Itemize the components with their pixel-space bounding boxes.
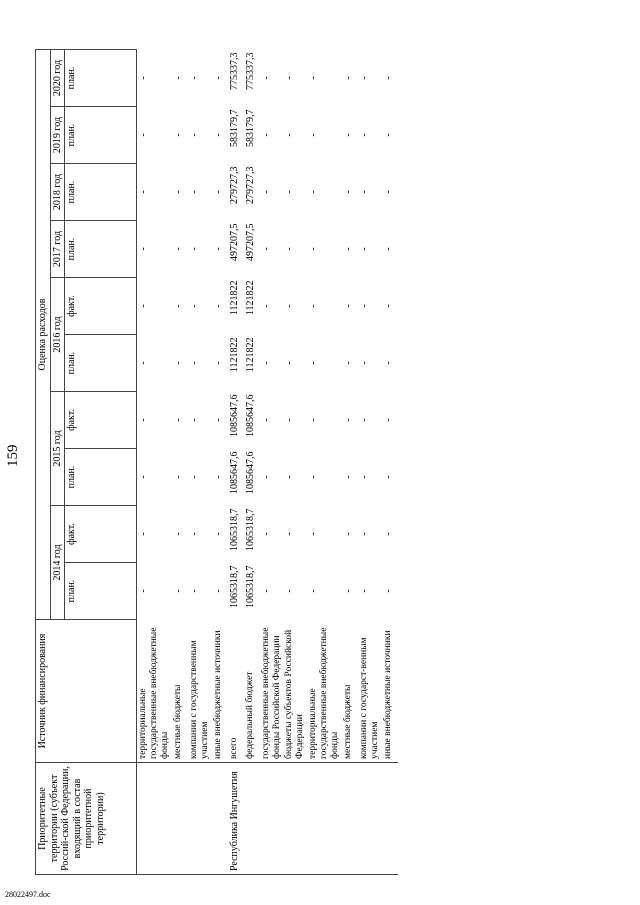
value-cell: - [137,247,149,251]
value-cell: - [343,304,355,308]
value-cell: - [137,133,149,137]
source-cell: иные внебюджетные источники [382,620,398,763]
value-cell: - [172,589,184,593]
value-cell: - [188,361,200,365]
header-plan: план. [65,563,137,620]
value-cell: 497207,5 [244,223,256,261]
value-cell: - [343,190,355,194]
value-cell: - [359,247,371,251]
value-cell: - [359,304,371,308]
value-cell: - [212,190,224,194]
table-header [36,50,137,875]
source-cell: иные внебюджетные источники [212,620,228,763]
table-row [307,50,342,875]
header-year: 2020 год [50,50,65,107]
value-cell: - [188,589,200,593]
value-cell: - [188,247,200,251]
region-cell [212,763,228,875]
header-year: 2019 год [50,107,65,164]
value-cell: - [284,361,296,365]
value-cell: - [343,589,355,593]
value-cell: - [260,475,272,479]
region-cell [260,763,284,875]
value-cell: - [343,133,355,137]
value-cell: - [308,76,320,80]
value-cell: - [359,190,371,194]
value-cell: - [212,475,224,479]
source-cell: местные бюджеты [342,620,358,763]
value-cell: - [137,304,149,308]
value-cell: 279727,3 [228,166,240,204]
value-cell: - [188,76,200,80]
value-cell: - [212,361,224,365]
value-cell: - [343,76,355,80]
value-cell: 1121822 [244,337,256,373]
region-cell [307,763,342,875]
header-estimate: Оценка расходов [36,50,51,620]
value-cell: - [359,76,371,80]
value-cell: - [343,361,355,365]
value-cell: - [343,247,355,251]
value-cell: 1085647,6 [228,451,240,494]
value-cell: 1121822 [244,280,256,316]
value-cell: - [308,532,320,536]
table-row [137,50,172,875]
value-cell: 583179,7 [228,109,240,147]
value-cell: - [212,76,224,80]
region-cell [283,763,307,875]
header-fact: факт. [65,506,137,563]
value-cell: - [137,418,149,422]
source-cell: федеральный бюджет [244,620,260,763]
value-cell: - [260,76,272,80]
value-cell: - [284,589,296,593]
value-cell: - [382,247,394,251]
region-cell [342,763,358,875]
footer-filename: 28022497.doc [5,890,51,899]
header-plan: план. [65,107,137,164]
value-cell: - [359,133,371,137]
region-cell [244,763,260,875]
value-cell: - [188,190,200,194]
value-cell: 1085647,6 [244,394,256,437]
value-cell: - [284,304,296,308]
table-row [188,50,212,875]
value-cell: - [308,475,320,479]
value-cell: 1085647,6 [228,394,240,437]
table-row [260,50,284,875]
header-plan: план. [65,50,137,107]
value-cell: - [308,589,320,593]
value-cell: - [260,190,272,194]
header-source: Источник финансирования [36,620,137,763]
value-cell: - [212,304,224,308]
value-cell: 1121822 [228,280,240,316]
value-cell: - [172,418,184,422]
value-cell: - [308,304,320,308]
value-cell: - [172,247,184,251]
value-cell: - [359,418,371,422]
value-cell: - [212,532,224,536]
header-plan: план. [65,221,137,278]
value-cell: - [382,190,394,194]
source-cell: компании с государственным участием [188,620,212,763]
value-cell: - [382,361,394,365]
header-year: 2014 год [50,506,65,620]
value-cell: - [284,76,296,80]
value-cell: - [308,133,320,137]
value-cell: - [308,361,320,365]
value-cell: - [260,304,272,308]
table-row [244,50,260,875]
value-cell: - [188,475,200,479]
value-cell: - [343,475,355,479]
value-cell: - [284,247,296,251]
value-cell: - [137,532,149,536]
value-cell: - [137,361,149,365]
value-cell: - [382,532,394,536]
value-cell: 775337,3 [244,52,256,90]
source-cell: территориальные государственные внебюджетные фонды [137,620,172,763]
value-cell: - [137,475,149,479]
value-cell: - [188,532,200,536]
value-cell: - [260,532,272,536]
value-cell: - [172,190,184,194]
value-cell: 1065318,7 [228,565,240,608]
table-row [228,50,244,875]
value-cell: - [260,361,272,365]
value-cell: - [188,304,200,308]
value-cell: - [212,589,224,593]
header-plan: план. [65,449,137,506]
region-cell: Республика Ингушетия [228,763,244,875]
table-row [283,50,307,875]
table-row [358,50,382,875]
page-number: 159 [5,444,21,467]
value-cell: - [284,418,296,422]
value-cell: - [260,133,272,137]
source-cell: территориальные государственные внебюджетные фонды [307,620,342,763]
value-cell: - [382,418,394,422]
table-row [382,50,398,875]
value-cell: - [359,589,371,593]
value-cell: - [188,418,200,422]
value-cell: - [188,133,200,137]
value-cell: - [382,589,394,593]
value-cell: 1065318,7 [244,565,256,608]
region-cell [188,763,212,875]
table-row [212,50,228,875]
value-cell: - [212,133,224,137]
header-year: 2018 год [50,164,65,221]
value-cell: 497207,5 [228,223,240,261]
value-cell: - [284,190,296,194]
source-cell: государственные внебюджетные фонды Российской Федерации [260,620,284,763]
value-cell: - [359,361,371,365]
value-cell: - [260,418,272,422]
value-cell: 1065318,7 [228,508,240,551]
expenses-table [35,49,398,875]
value-cell: - [308,247,320,251]
source-cell: бюджеты субъектов Российской Федерации [283,620,307,763]
header-plan: план. [65,164,137,221]
region-cell [172,763,188,875]
value-cell: - [382,76,394,80]
value-cell: - [260,247,272,251]
value-cell: - [172,475,184,479]
value-cell: - [260,589,272,593]
value-cell: 583179,7 [244,109,256,147]
source-cell: компании с государст-венным участием [358,620,382,763]
value-cell: - [308,418,320,422]
region-cell [358,763,382,875]
value-cell: - [308,190,320,194]
value-cell: - [382,304,394,308]
table-row [172,50,188,875]
header-year: 2017 год [50,221,65,278]
value-cell: - [343,532,355,536]
value-cell: - [212,418,224,422]
value-cell: 775337,3 [228,52,240,90]
header-year: 2016 год [50,278,65,392]
value-cell: - [137,589,149,593]
header-fact: факт. [65,392,137,449]
value-cell: 279727,3 [244,166,256,204]
value-cell: - [137,190,149,194]
value-cell: - [284,133,296,137]
value-cell: 1121822 [228,337,240,373]
header-year: 2015 год [50,392,65,506]
table-row [342,50,358,875]
header-territory: Приоритетные территории (субъект Россий-ской Федерации, входящий в состав приоритетной территории) [36,763,137,875]
header-fact: факт. [65,278,137,335]
value-cell: 1065318,7 [244,508,256,551]
value-cell: - [382,475,394,479]
value-cell: - [284,475,296,479]
value-cell: - [172,532,184,536]
value-cell: - [343,418,355,422]
value-cell: - [284,532,296,536]
value-cell: - [172,133,184,137]
table-body [137,50,398,875]
value-cell: - [172,76,184,80]
header-plan: план. [65,335,137,392]
value-cell: - [359,475,371,479]
value-cell: - [172,361,184,365]
value-cell: - [137,76,149,80]
value-cell: 1085647,6 [244,451,256,494]
source-cell: всего [228,620,244,763]
value-cell: - [382,133,394,137]
value-cell: - [359,532,371,536]
source-cell: местные бюджеты [172,620,188,763]
region-cell [137,763,172,875]
value-cell: - [172,304,184,308]
value-cell: - [212,247,224,251]
region-cell [382,763,398,875]
